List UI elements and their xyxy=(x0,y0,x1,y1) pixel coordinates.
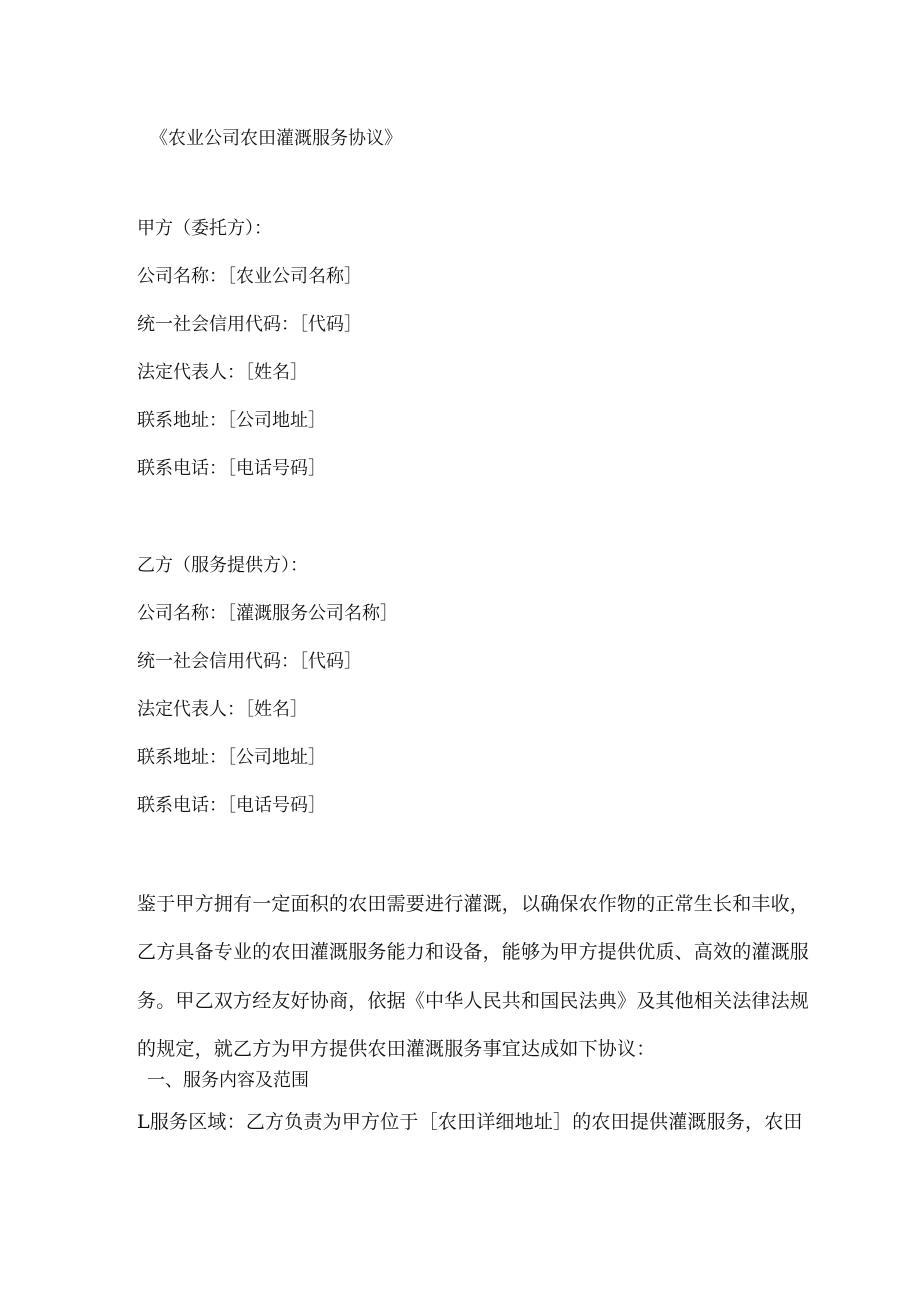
party-b-phone: 联系电话：［电话号码］ xyxy=(137,795,326,816)
party-a-address: 联系地址：［公司地址］ xyxy=(137,410,326,431)
party-a-company-name: 公司名称：［农业公司名称］ xyxy=(137,266,362,287)
party-b-legal-rep: 法定代表人：［姓名］ xyxy=(137,699,308,720)
party-b-heading: 乙方（服务提供方）： xyxy=(137,555,308,576)
party-b-address: 联系地址：［公司地址］ xyxy=(137,747,326,768)
preamble-line: 的规定，就乙方为甲方提供农田灌溉服务事宜达成如下协议： xyxy=(137,1038,656,1060)
preamble-line: 乙方具备专业的农田灌溉服务能力和设备，能够为甲方提供优质、高效的灌溉服 xyxy=(137,941,810,963)
section-item: L服务区域：乙方负责为甲方位于［农田详细地址］的农田提供灌溉服务，农田 xyxy=(137,1111,803,1133)
party-a-credit-code: 统一社会信用代码：［代码］ xyxy=(137,314,362,335)
party-b-credit-code: 统一社会信用代码：［代码］ xyxy=(137,651,362,672)
party-a-legal-rep: 法定代表人：［姓名］ xyxy=(137,362,308,383)
party-a-phone: 联系电话：［电话号码］ xyxy=(137,458,326,479)
section-heading: 一、服务内容及范围 xyxy=(147,1070,309,1091)
party-a-heading: 甲方（委托方）： xyxy=(137,218,272,239)
party-b-company-name: 公司名称：［灌溉服务公司名称］ xyxy=(137,603,398,624)
document-title: 《农业公司农田灌溉服务协议》 xyxy=(150,128,402,149)
preamble-line: 鉴于甲方拥有一定面积的农田需要进行灌溉，以确保农作物的正常生长和丰收， xyxy=(137,893,810,915)
preamble-line: 务。甲乙双方经友好协商，依据《中华人民共和国民法典》及其他相关法律法规 xyxy=(137,990,810,1012)
